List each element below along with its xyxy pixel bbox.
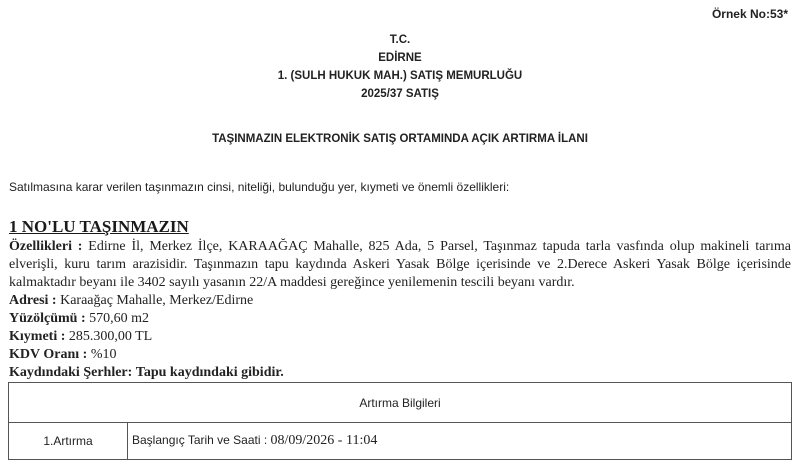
serh-label: Kaydındaki Şerhler: <box>9 365 133 380</box>
serh-value: Tapu kaydındaki gibidir. <box>135 365 284 380</box>
table-header: Artırma Bilgileri <box>9 383 792 423</box>
kdv-line <box>9 346 791 364</box>
area-value: 570,60 m2 <box>89 311 150 326</box>
round-label: 1.Artırma <box>9 423 128 460</box>
header-city: EDİRNE <box>378 52 422 64</box>
table-row <box>9 423 792 460</box>
kdv-value: %10 <box>90 347 117 362</box>
intro-text: Satılmasına karar verilen taşınmazın cinsi, niteliği, bulunduğu yer, kıymeti ve önemli özellikleri: <box>9 180 510 194</box>
header-tc: T.C. <box>389 34 411 46</box>
start-datetime-value: 08/09/2026 - 11:04 <box>270 433 378 448</box>
table-header-row <box>9 383 792 423</box>
value-line <box>9 328 791 346</box>
features-paragraph <box>9 238 791 292</box>
area-line <box>9 310 791 328</box>
value-label: Kıymeti : <box>9 329 66 344</box>
property-heading: 1 NO'LU TAŞINMAZIN <box>9 217 189 236</box>
property-block <box>9 216 791 382</box>
announcement-title: TAŞINMAZIN ELEKTRONİK SATIŞ ORTAMINDA AÇIK ARTIRMA İLANI <box>212 133 588 145</box>
address-line <box>9 292 791 310</box>
start-datetime-label: Başlangıç Tarih ve Saati : <box>132 433 268 447</box>
serh-line <box>9 364 791 382</box>
address-value: Karaağaç Mahalle, Merkez/Edirne <box>60 293 254 308</box>
header-office: 1. (SULH HUKUK MAH.) SATIŞ MEMURLUĞU <box>277 70 523 82</box>
features-label: Özellikleri : <box>9 239 83 254</box>
auction-info-table <box>8 382 792 460</box>
header-file-number: 2025/37 SATIŞ <box>361 88 439 100</box>
start-datetime-cell <box>128 423 792 460</box>
address-label: Adresi : <box>9 293 57 308</box>
value-value: 285.300,00 TL <box>68 329 153 344</box>
sample-number: Örnek No:53* <box>711 7 788 21</box>
features-text: Edirne İl, Merkez İlçe, KARAAĞAÇ Mahalle, 825 Ada, 5 Parsel, Taşınmaz tapuda tarla vasfında olup makineli tarıma elverişli, kuru tarım arazisidir. Taşınmazın tapu kaydında Askeri Yasak Bölge içerisinde ve 2.Derece Askeri Yasak Bölge içerisinde kalmaktadır beyanı ile 3402 sayılı yasanın 22/A maddesi gereğince yenilemenin tescili beyanı vardır. <box>9 239 791 290</box>
kdv-label: KDV Oranı : <box>9 347 88 362</box>
area-label: Yüzölçümü : <box>9 311 86 326</box>
court-header <box>0 31 800 103</box>
